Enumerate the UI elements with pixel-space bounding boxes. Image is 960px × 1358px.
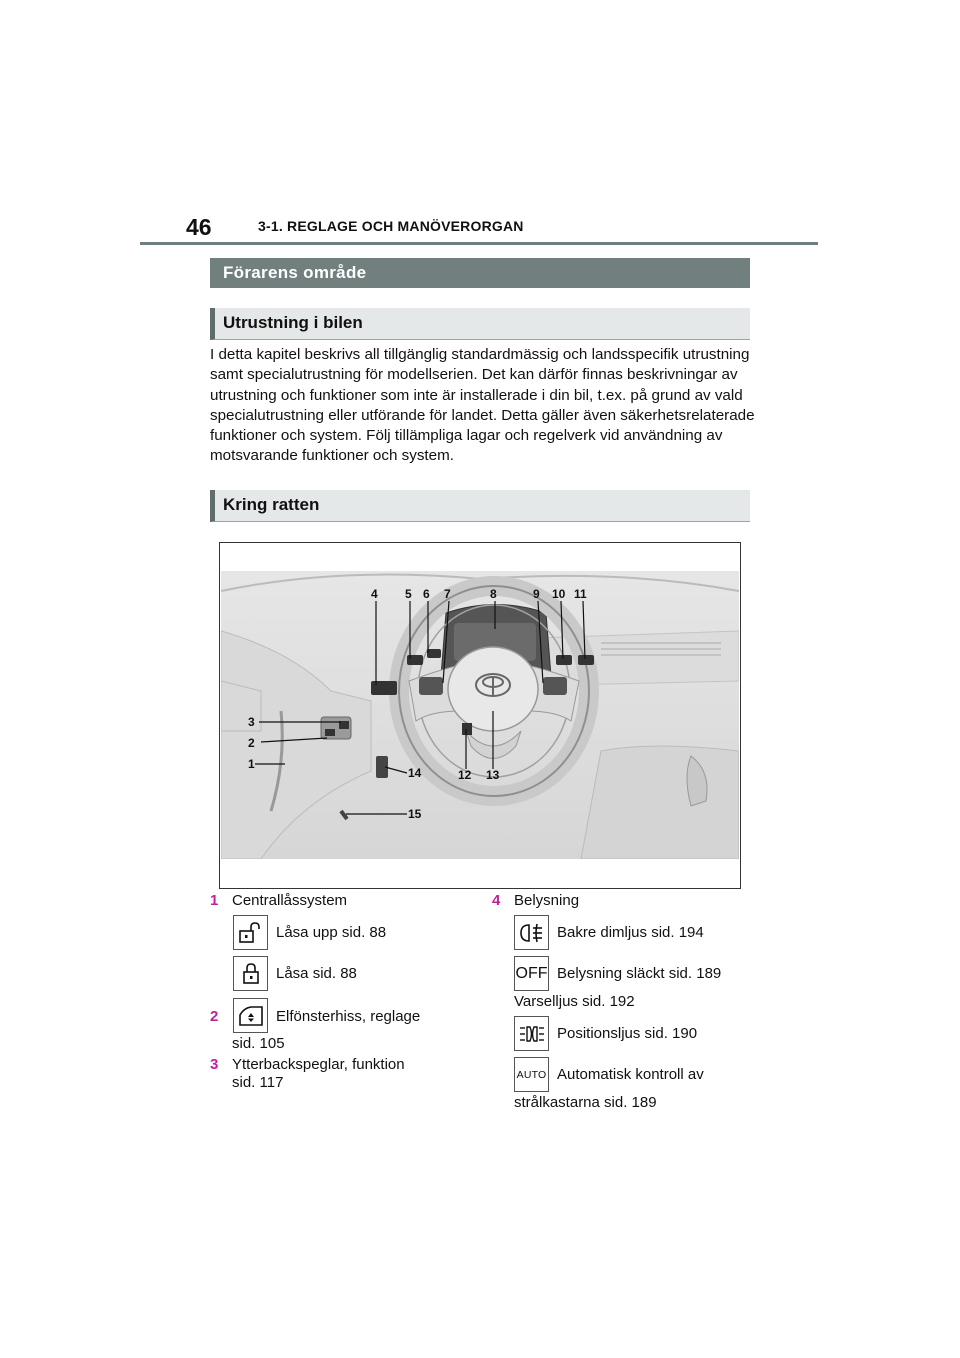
header-divider bbox=[140, 242, 818, 245]
legend-rear-fog-text: Bakre dimljus sid. 194 bbox=[557, 924, 704, 941]
legend-num-1: 1 bbox=[210, 892, 219, 909]
auto-headlight-icon bbox=[514, 1057, 549, 1092]
callout-5: 5 bbox=[405, 587, 412, 601]
chapter-title: 3-1. REGLAGE OCH MANÖVERORGAN bbox=[258, 218, 524, 234]
legend-auto-text: Automatisk kontroll av bbox=[557, 1066, 704, 1083]
legend-unlock-text: Låsa upp sid. 88 bbox=[276, 924, 387, 941]
callout-1: 1 bbox=[248, 757, 255, 771]
callout-9: 9 bbox=[533, 587, 540, 601]
callout-8: 8 bbox=[490, 587, 497, 601]
power-window-icon bbox=[233, 998, 268, 1033]
subsection-title: Kring ratten bbox=[223, 495, 320, 514]
legend-mirror-text: Ytterbackspeglar, funktion bbox=[232, 1056, 405, 1073]
callout-3: 3 bbox=[248, 715, 255, 729]
legend-num-3: 3 bbox=[210, 1056, 219, 1073]
callout-10: 10 bbox=[552, 587, 566, 601]
callout-14: 14 bbox=[408, 766, 422, 780]
unlock-icon bbox=[233, 915, 268, 950]
legend-num-2: 2 bbox=[210, 1008, 219, 1025]
legend-off-text: Belysning släckt sid. 189 bbox=[557, 965, 722, 982]
legend-window-text: Elfönsterhiss, reglage bbox=[276, 1008, 421, 1025]
subsection-bar-steering bbox=[210, 490, 750, 522]
rear-fog-light-icon bbox=[514, 915, 549, 950]
section-title-bar bbox=[210, 258, 750, 288]
legend-mirror-page: sid. 117 bbox=[232, 1074, 284, 1091]
auto-headlight-icon-label: AUTO bbox=[516, 1068, 547, 1081]
legend-window-page: sid. 105 bbox=[232, 1035, 285, 1052]
legend-num-4: 4 bbox=[492, 892, 501, 909]
dashboard-illustration bbox=[221, 571, 739, 859]
callout-2: 2 bbox=[248, 736, 255, 750]
lock-icon bbox=[233, 956, 268, 991]
legend-position-text: Positionsljus sid. 190 bbox=[557, 1025, 698, 1042]
legend-title-1: Centrallåssystem bbox=[232, 892, 348, 909]
legend-lock-text: Låsa sid. 88 bbox=[276, 965, 357, 982]
callout-4: 4 bbox=[371, 587, 378, 601]
page-number: 46 bbox=[186, 214, 212, 240]
legend-title-4: Belysning bbox=[514, 892, 580, 909]
callout-7: 7 bbox=[444, 587, 451, 601]
intro-paragraph: I detta kapitel beskrivs all tillgänglig standardmässig och landsspecifik utrustning samt specialutrustning för modellserien. Det kan därför finnas beskrivningar av utrustning och funktioner som inte är installerade i din bil, t.ex. på grund av vald specialutrustning eller utförande för landet. Detta gäller även säkerhetsrelaterade funktioner och system. Följ tillämpliga lagar och regelverk vid användning av motsvarande funktioner och system. bbox=[210, 346, 755, 465]
lights-off-icon-label: OFF bbox=[515, 964, 548, 982]
subsection-title: Utrustning i bilen bbox=[223, 313, 363, 332]
subsection-bar-equipment bbox=[210, 308, 750, 340]
callout-11: 11 bbox=[574, 587, 587, 601]
lights-off-icon bbox=[514, 956, 549, 991]
position-light-icon bbox=[514, 1016, 549, 1051]
section-title: Förarens område bbox=[223, 263, 367, 282]
callout-6: 6 bbox=[423, 587, 430, 601]
legend-auto-page: strålkastarna sid. 189 bbox=[514, 1094, 657, 1111]
callout-12: 12 bbox=[458, 768, 472, 782]
callout-13: 13 bbox=[486, 768, 500, 782]
legend-drl-text: Varselljus sid. 192 bbox=[514, 993, 635, 1010]
callout-15: 15 bbox=[408, 807, 422, 821]
